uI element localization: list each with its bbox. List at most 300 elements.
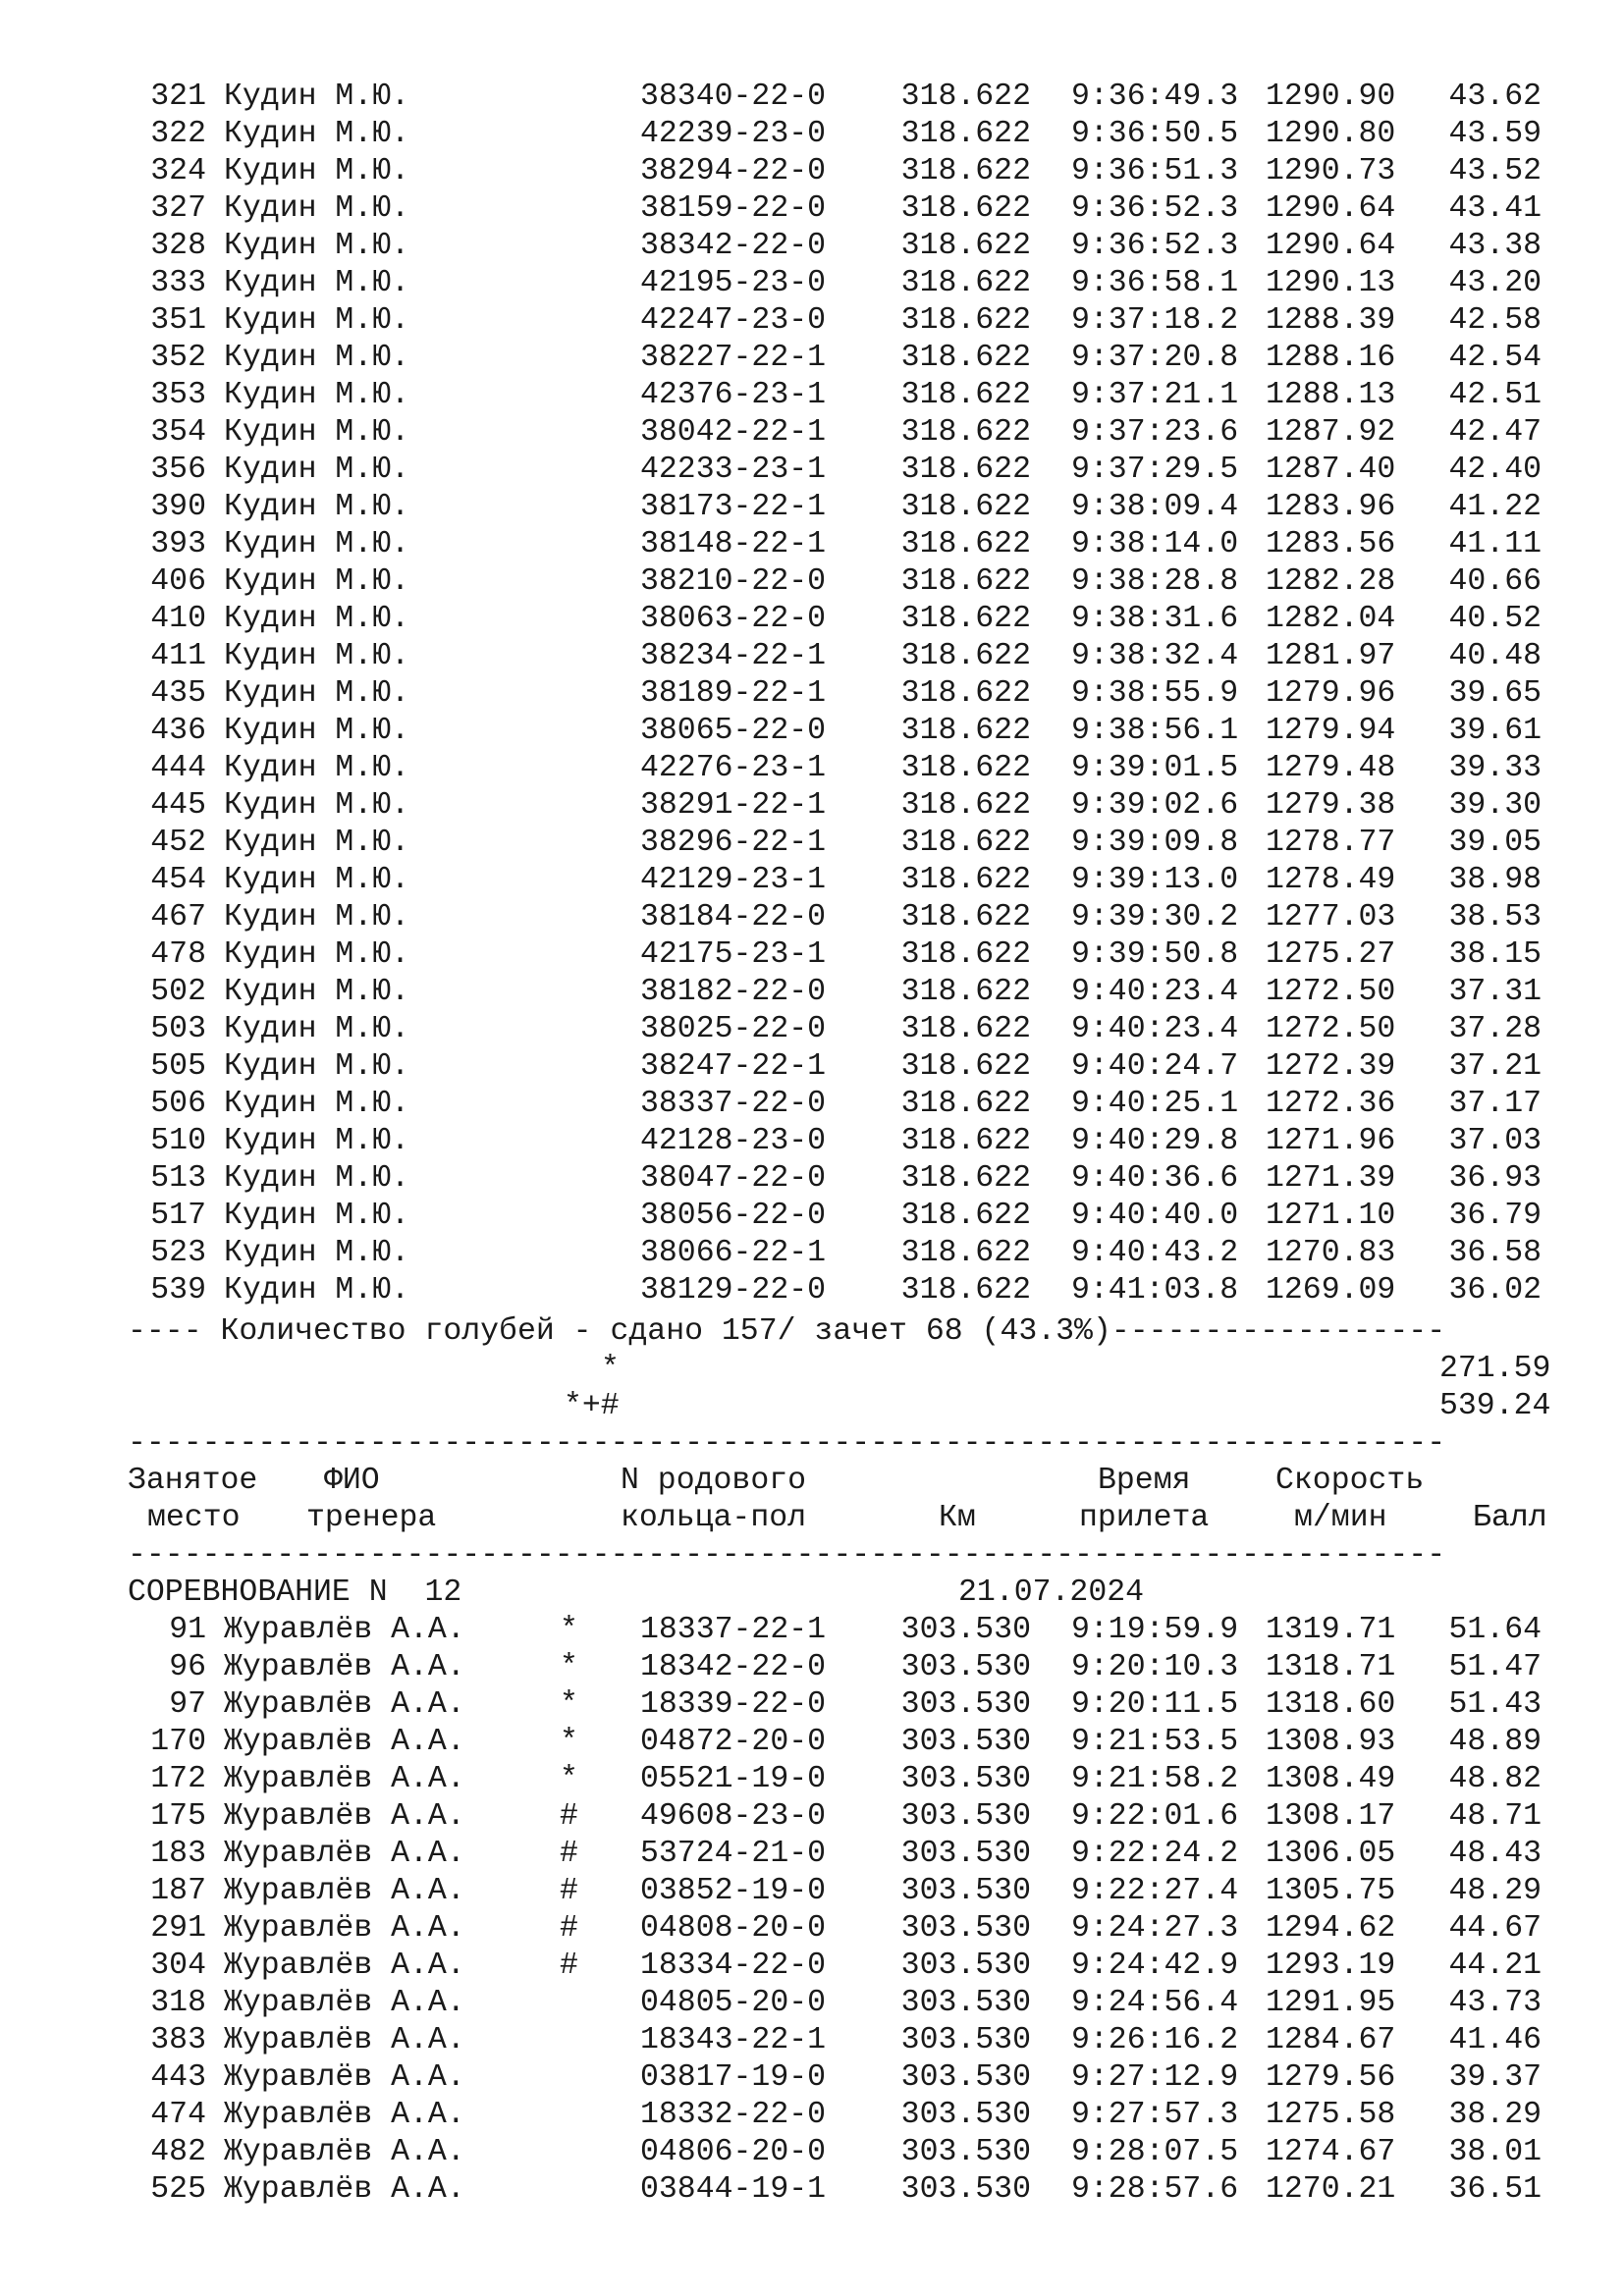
table-row [0,1123,1624,1160]
header-place-line2: место [147,1501,241,1535]
cell-time: 9:37:29.5 [1071,453,1239,487]
cell-place: 505 [150,1049,206,1084]
table-row [0,79,1624,116]
cell-ring: 42376-23-1 [640,378,827,412]
cell-speed: 1277.03 [1266,900,1396,934]
cell-points: 37.03 [1448,1124,1542,1158]
cell-km: 303.530 [900,1874,1031,1908]
summary-line: ---- Количество голубей - сдано 157/ зачет 68 (43.3%)------------------ [128,1314,1446,1349]
cell-time: 9:38:09.4 [1071,490,1239,524]
cell-speed: 1283.96 [1266,490,1396,524]
cell-name: Кудин М.Ю. [224,788,410,823]
cell-mark: * [560,1725,578,1759]
cell-ring: 38294-22-0 [640,154,827,188]
cell-name: Кудин М.Ю. [224,266,410,300]
table-row [0,1160,1624,1198]
cell-points: 39.05 [1448,826,1542,860]
cell-mark: # [560,1949,578,1983]
cell-km: 318.622 [900,1273,1031,1308]
cell-speed: 1278.49 [1266,863,1396,897]
cell-time: 9:38:32.4 [1071,639,1239,673]
cell-ring: 42175-23-1 [640,937,827,972]
cell-speed: 1279.38 [1266,788,1396,823]
table-row [0,1910,1624,1948]
cell-time: 9:37:20.8 [1071,341,1239,375]
cell-km: 303.530 [900,1986,1031,2020]
cell-points: 37.21 [1448,1049,1542,1084]
cell-time: 9:20:10.3 [1071,1650,1239,1684]
cell-time: 9:39:30.2 [1071,900,1239,934]
cell-time: 9:36:50.5 [1071,117,1239,151]
cell-points: 42.58 [1448,303,1542,338]
cell-name: Кудин М.Ю. [224,639,410,673]
cell-points: 42.47 [1448,415,1542,450]
cell-points: 48.29 [1448,1874,1542,1908]
cell-time: 9:38:28.8 [1071,564,1239,599]
header-km: Км [939,1501,976,1535]
cell-ring: 38173-22-1 [640,490,827,524]
cell-name: Кудин М.Ю. [224,1124,410,1158]
cell-points: 48.89 [1448,1725,1542,1759]
cell-name: Кудин М.Ю. [224,1236,410,1270]
cell-km: 303.530 [900,1687,1031,1722]
cell-place: 411 [150,639,206,673]
cell-time: 9:36:58.1 [1071,266,1239,300]
cell-ring: 38340-22-0 [640,80,827,114]
cell-place: 393 [150,527,206,561]
cell-name: Кудин М.Ю. [224,1161,410,1196]
cell-points: 37.17 [1448,1087,1542,1121]
cell-points: 36.79 [1448,1199,1542,1233]
cell-speed: 1291.95 [1266,1986,1396,2020]
cell-points: 40.52 [1448,602,1542,636]
cell-time: 9:37:18.2 [1071,303,1239,338]
cell-time: 9:40:36.6 [1071,1161,1239,1196]
cell-km: 318.622 [900,937,1031,972]
table-row [0,116,1624,153]
cell-km: 303.530 [900,1911,1031,1946]
cell-km: 318.622 [900,602,1031,636]
cell-points: 51.43 [1448,1687,1542,1722]
cell-name: Журавлёв А.А. [224,2135,465,2169]
separator-bottom: ----------------------------------------------------------------------- [128,1538,1446,1573]
total-symbol-star-plus-hash: *+# [564,1389,620,1423]
cell-place: 406 [150,564,206,599]
cell-km: 318.622 [900,266,1031,300]
table-row [0,265,1624,302]
cell-km: 303.530 [900,1949,1031,1983]
cell-time: 9:39:50.8 [1071,937,1239,972]
competition-title: СОРЕВНОВАНИЕ N 12 [128,1575,462,1610]
cell-time: 9:21:53.5 [1071,1725,1239,1759]
cell-name: Кудин М.Ю. [224,676,410,711]
cell-name: Кудин М.Ю. [224,826,410,860]
cell-points: 36.93 [1448,1161,1542,1196]
cell-km: 318.622 [900,1199,1031,1233]
cell-points: 43.41 [1448,191,1542,226]
cell-name: Журавлёв А.А. [224,1874,465,1908]
cell-name: Кудин М.Ю. [224,527,410,561]
cell-place: 321 [150,80,206,114]
table-row [0,1686,1624,1724]
cell-speed: 1290.73 [1266,154,1396,188]
cell-place: 322 [150,117,206,151]
cell-name: Кудин М.Ю. [224,751,410,785]
cell-name: Журавлёв А.А. [224,2172,465,2207]
cell-time: 9:36:52.3 [1071,229,1239,263]
cell-time: 9:41:03.8 [1071,1273,1239,1308]
cell-name: Журавлёв А.А. [224,2060,465,2095]
cell-place: 474 [150,2098,206,2132]
cell-ring: 04806-20-0 [640,2135,827,2169]
table-row [0,974,1624,1011]
table-row [0,228,1624,265]
table-row [0,675,1624,713]
cell-time: 9:27:57.3 [1071,2098,1239,2132]
cell-km: 318.622 [900,826,1031,860]
cell-speed: 1270.21 [1266,2172,1396,2207]
cell-points: 36.58 [1448,1236,1542,1270]
cell-km: 318.622 [900,900,1031,934]
cell-ring: 38066-22-1 [640,1236,827,1270]
cell-speed: 1279.94 [1266,714,1396,748]
cell-place: 506 [150,1087,206,1121]
header-ring-line1: N родового [621,1464,807,1498]
cell-speed: 1290.64 [1266,191,1396,226]
cell-km: 318.622 [900,564,1031,599]
cell-speed: 1306.05 [1266,1837,1396,1871]
table-row [0,1272,1624,1309]
cell-mark: # [560,1837,578,1871]
header-time-line1: Время [1098,1464,1191,1498]
cell-mark: * [560,1687,578,1722]
cell-points: 44.67 [1448,1911,1542,1946]
cell-ring: 18342-22-0 [640,1650,827,1684]
cell-mark: * [560,1762,578,1796]
cell-time: 9:28:57.6 [1071,2172,1239,2207]
cell-ring: 38065-22-0 [640,714,827,748]
table-row [0,452,1624,489]
cell-points: 39.33 [1448,751,1542,785]
cell-ring: 38210-22-0 [640,564,827,599]
cell-ring: 04808-20-0 [640,1911,827,1946]
cell-points: 43.62 [1448,80,1542,114]
cell-km: 318.622 [900,527,1031,561]
cell-speed: 1279.48 [1266,751,1396,785]
table-row [0,750,1624,787]
cell-km: 318.622 [900,303,1031,338]
cell-place: 328 [150,229,206,263]
cell-time: 9:39:09.8 [1071,826,1239,860]
table-row [0,414,1624,452]
cell-points: 40.48 [1448,639,1542,673]
cell-km: 318.622 [900,751,1031,785]
table-row [0,526,1624,563]
cell-km: 303.530 [900,1762,1031,1796]
table-row [0,1011,1624,1048]
cell-place: 333 [150,266,206,300]
cell-points: 36.02 [1448,1273,1542,1308]
cell-speed: 1281.97 [1266,639,1396,673]
cell-ring: 53724-21-0 [640,1837,827,1871]
cell-points: 43.59 [1448,117,1542,151]
table-row [0,2059,1624,2097]
header-speed-line1: Скорость [1275,1464,1425,1498]
table-row [0,1649,1624,1686]
cell-time: 9:38:31.6 [1071,602,1239,636]
cell-name: Журавлёв А.А. [224,1613,465,1647]
cell-place: 354 [150,415,206,450]
table-row [0,1048,1624,1086]
header-ring-line2: кольца-пол [621,1501,807,1535]
cell-name: Кудин М.Ю. [224,602,410,636]
cell-mark: # [560,1799,578,1834]
cell-points: 43.20 [1448,266,1542,300]
table-row [0,153,1624,190]
cell-speed: 1318.71 [1266,1650,1396,1684]
cell-ring: 38063-22-0 [640,602,827,636]
cell-place: 291 [150,1911,206,1946]
cell-points: 41.46 [1448,2023,1542,2057]
cell-speed: 1290.64 [1266,229,1396,263]
cell-points: 51.64 [1448,1613,1542,1647]
table-row [0,1798,1624,1836]
cell-points: 48.43 [1448,1837,1542,1871]
cell-points: 38.98 [1448,863,1542,897]
cell-place: 482 [150,2135,206,2169]
cell-time: 9:27:12.9 [1071,2060,1239,2095]
cell-speed: 1288.16 [1266,341,1396,375]
cell-name: Кудин М.Ю. [224,453,410,487]
cell-mark: # [560,1874,578,1908]
table-row [0,713,1624,750]
cell-ring: 03844-19-1 [640,2172,827,2207]
cell-time: 9:36:51.3 [1071,154,1239,188]
cell-place: 390 [150,490,206,524]
cell-name: Кудин М.Ю. [224,900,410,934]
cell-km: 318.622 [900,154,1031,188]
separator-top: ----------------------------------------------------------------------- [128,1426,1446,1461]
cell-speed: 1318.60 [1266,1687,1396,1722]
cell-km: 318.622 [900,80,1031,114]
cell-place: 351 [150,303,206,338]
table-row [0,1761,1624,1798]
cell-km: 303.530 [900,1799,1031,1834]
cell-km: 318.622 [900,1049,1031,1084]
cell-ring: 18343-22-1 [640,2023,827,2057]
cell-name: Кудин М.Ю. [224,1049,410,1084]
cell-km: 303.530 [900,2135,1031,2169]
table-row [0,1873,1624,1910]
cell-ring: 18337-22-1 [640,1613,827,1647]
table-row [0,1198,1624,1235]
cell-speed: 1290.13 [1266,266,1396,300]
cell-points: 51.47 [1448,1650,1542,1684]
cell-ring: 03852-19-0 [640,1874,827,1908]
cell-speed: 1308.93 [1266,1725,1396,1759]
cell-place: 175 [150,1799,206,1834]
cell-ring: 38047-22-0 [640,1161,827,1196]
cell-ring: 38129-22-0 [640,1273,827,1308]
cell-name: Журавлёв А.А. [224,1799,465,1834]
cell-km: 303.530 [900,1725,1031,1759]
cell-points: 38.01 [1448,2135,1542,2169]
table-row [0,190,1624,228]
cell-points: 40.66 [1448,564,1542,599]
cell-place: 510 [150,1124,206,1158]
cell-ring: 18334-22-0 [640,1949,827,1983]
cell-time: 9:24:42.9 [1071,1949,1239,1983]
cell-place: 444 [150,751,206,785]
cell-time: 9:22:24.2 [1071,1837,1239,1871]
cell-name: Кудин М.Ю. [224,1199,410,1233]
cell-km: 318.622 [900,788,1031,823]
cell-place: 353 [150,378,206,412]
cell-ring: 42276-23-1 [640,751,827,785]
cell-name: Кудин М.Ю. [224,1012,410,1046]
cell-place: 467 [150,900,206,934]
cell-time: 9:40:40.0 [1071,1199,1239,1233]
table-row [0,302,1624,340]
table-row [0,377,1624,414]
cell-place: 503 [150,1012,206,1046]
cell-time: 9:20:11.5 [1071,1687,1239,1722]
cell-mark: # [560,1911,578,1946]
cell-ring: 38182-22-0 [640,975,827,1009]
cell-points: 39.37 [1448,2060,1542,2095]
cell-place: 445 [150,788,206,823]
cell-name: Журавлёв А.А. [224,1650,465,1684]
cell-name: Кудин М.Ю. [224,117,410,151]
cell-speed: 1293.19 [1266,1949,1396,1983]
table-row [0,1985,1624,2022]
cell-points: 41.11 [1448,527,1542,561]
cell-km: 318.622 [900,1161,1031,1196]
cell-place: 91 [169,1613,206,1647]
cell-km: 318.622 [900,453,1031,487]
cell-time: 9:40:24.7 [1071,1049,1239,1084]
cell-speed: 1272.50 [1266,1012,1396,1046]
table-row [0,787,1624,825]
cell-time: 9:38:14.0 [1071,527,1239,561]
cell-place: 525 [150,2172,206,2207]
cell-name: Журавлёв А.А. [224,1911,465,1946]
cell-name: Кудин М.Ю. [224,191,410,226]
cell-points: 39.65 [1448,676,1542,711]
cell-ring: 38159-22-0 [640,191,827,226]
cell-ring: 38189-22-1 [640,676,827,711]
cell-points: 44.21 [1448,1949,1542,1983]
table-row [0,936,1624,974]
cell-name: Кудин М.Ю. [224,1273,410,1308]
cell-mark: * [560,1650,578,1684]
table-row [0,1724,1624,1761]
cell-ring: 38148-22-1 [640,527,827,561]
cell-place: 327 [150,191,206,226]
cell-place: 383 [150,2023,206,2057]
cell-speed: 1319.71 [1266,1613,1396,1647]
cell-ring: 38337-22-0 [640,1087,827,1121]
cell-place: 410 [150,602,206,636]
cell-km: 318.622 [900,1124,1031,1158]
table-row [0,1086,1624,1123]
cell-speed: 1284.67 [1266,2023,1396,2057]
table-row [0,638,1624,675]
cell-points: 37.28 [1448,1012,1542,1046]
cell-time: 9:39:02.6 [1071,788,1239,823]
cell-name: Кудин М.Ю. [224,975,410,1009]
cell-ring: 38234-22-1 [640,639,827,673]
cell-km: 318.622 [900,378,1031,412]
cell-speed: 1271.10 [1266,1199,1396,1233]
cell-time: 9:24:56.4 [1071,1986,1239,2020]
cell-km: 303.530 [900,2098,1031,2132]
cell-place: 539 [150,1273,206,1308]
cell-km: 303.530 [900,1650,1031,1684]
header-name-line2: тренера [306,1501,437,1535]
cell-time: 9:40:43.2 [1071,1236,1239,1270]
cell-place: 517 [150,1199,206,1233]
cell-points: 48.82 [1448,1762,1542,1796]
cell-speed: 1275.27 [1266,937,1396,972]
cell-points: 36.51 [1448,2172,1542,2207]
cell-place: 436 [150,714,206,748]
cell-name: Кудин М.Ю. [224,303,410,338]
cell-place: 513 [150,1161,206,1196]
cell-place: 478 [150,937,206,972]
cell-ring: 38291-22-1 [640,788,827,823]
cell-points: 43.52 [1448,154,1542,188]
cell-points: 38.53 [1448,900,1542,934]
cell-place: 187 [150,1874,206,1908]
cell-speed: 1308.17 [1266,1799,1396,1834]
table-row [0,899,1624,936]
cell-time: 9:21:58.2 [1071,1762,1239,1796]
cell-km: 303.530 [900,2172,1031,2207]
cell-km: 318.622 [900,415,1031,450]
cell-place: 452 [150,826,206,860]
cell-name: Кудин М.Ю. [224,714,410,748]
cell-name: Кудин М.Ю. [224,1087,410,1121]
cell-name: Кудин М.Ю. [224,229,410,263]
cell-name: Журавлёв А.А. [224,1725,465,1759]
cell-time: 9:38:55.9 [1071,676,1239,711]
cell-time: 9:40:29.8 [1071,1124,1239,1158]
cell-km: 318.622 [900,639,1031,673]
header-place-line1: Занятое [128,1464,258,1498]
cell-points: 43.73 [1448,1986,1542,2020]
cell-time: 9:38:56.1 [1071,714,1239,748]
cell-name: Кудин М.Ю. [224,937,410,972]
cell-km: 318.622 [900,191,1031,226]
cell-speed: 1290.80 [1266,117,1396,151]
cell-time: 9:26:16.2 [1071,2023,1239,2057]
cell-time: 9:37:21.1 [1071,378,1239,412]
cell-km: 318.622 [900,490,1031,524]
cell-time: 9:37:23.6 [1071,415,1239,450]
cell-ring: 42195-23-0 [640,266,827,300]
cell-name: Журавлёв А.А. [224,1762,465,1796]
table-row [0,2097,1624,2134]
cell-place: 356 [150,453,206,487]
cell-place: 502 [150,975,206,1009]
cell-ring: 38247-22-1 [640,1049,827,1084]
cell-points: 39.61 [1448,714,1542,748]
cell-ring: 38227-22-1 [640,341,827,375]
cell-ring: 04872-20-0 [640,1725,827,1759]
cell-ring: 42233-23-1 [640,453,827,487]
table-row [0,2134,1624,2171]
